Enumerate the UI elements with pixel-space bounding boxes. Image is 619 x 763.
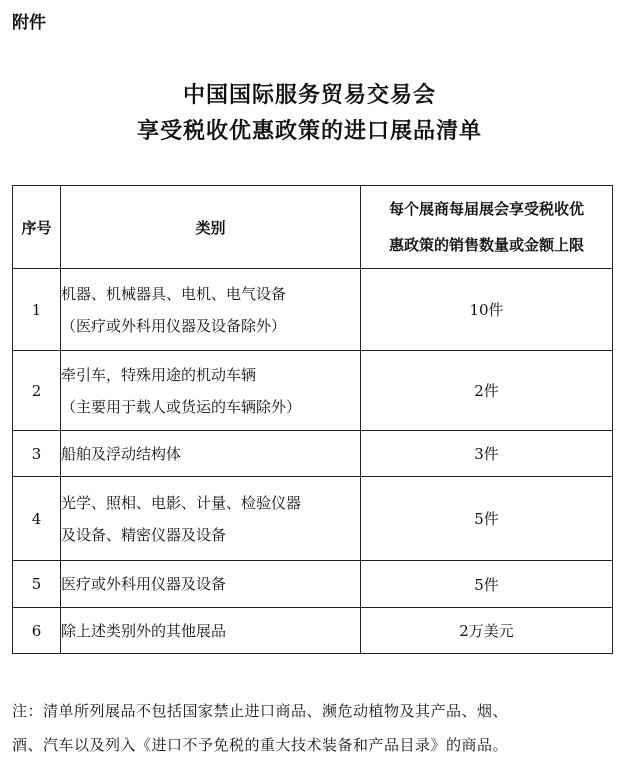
- row-category: [61, 477, 361, 561]
- row-category-line1: 牵引车，特殊用途的机动车辆: [61, 365, 257, 384]
- row-category-line2: （医疗或外科用仪器及设备除外）: [61, 316, 287, 335]
- row-category-line1: 光学、照相、电影、计量、检验仪器: [61, 493, 302, 512]
- table-row: [13, 561, 613, 608]
- header-limit: [361, 186, 613, 269]
- table-row: [13, 351, 613, 431]
- row-category: [61, 608, 361, 654]
- row-limit: 3件: [361, 431, 613, 477]
- row-category: [61, 269, 361, 351]
- row-category: [61, 561, 361, 608]
- document-title-line1: 中国国际服务贸易交易会: [182, 82, 436, 108]
- header-category: 类别: [61, 186, 361, 269]
- footnote: [12, 694, 612, 762]
- row-number: 3: [13, 431, 61, 477]
- header-limit-line1: 每个展商每届展会享受税收优: [388, 200, 584, 218]
- row-category-line2: （主要用于载人或货运的车辆除外）: [61, 397, 302, 416]
- row-category: [61, 431, 361, 477]
- row-limit: 2万美元: [361, 608, 613, 654]
- exhibit-list-table: [12, 185, 613, 654]
- footnote-line2: 酒、汽车以及列入《进口不予免税的重大技术装备和产品目录》的商品。: [12, 736, 509, 754]
- row-category-line2: 及设备、精密仪器及设备: [61, 525, 227, 544]
- row-limit: 10件: [361, 269, 613, 351]
- document-title-line2: 享受税收优惠政策的进口展品清单: [136, 118, 482, 144]
- table-header-row: [13, 186, 613, 269]
- table-row: [13, 431, 613, 477]
- footnote-line1: 注：清单所列展品不包括国家禁止进口商品、濒危动植物及其产品、烟、: [12, 702, 509, 720]
- table-row: [13, 269, 613, 351]
- header-number: 序号: [13, 186, 61, 269]
- row-category-line1: 医疗或外科用仪器及设备: [61, 575, 227, 593]
- row-category: [61, 351, 361, 431]
- table-row: [13, 477, 613, 561]
- table-row: [13, 608, 613, 654]
- row-category-line1: 除上述类别外的其他展品: [61, 621, 227, 640]
- row-number: 2: [13, 351, 61, 431]
- row-category-line1: 机器、机械器具、电机、电气设备: [61, 284, 287, 303]
- row-limit: 2件: [361, 351, 613, 431]
- row-limit: 5件: [361, 561, 613, 608]
- row-number: 5: [13, 561, 61, 608]
- row-number: 6: [13, 608, 61, 654]
- attachment-label: 附件: [12, 13, 46, 33]
- row-number: 4: [13, 477, 61, 561]
- header-limit-line2: 惠政策的销售数量或金额上限: [388, 236, 584, 254]
- row-limit: 5件: [361, 477, 613, 561]
- row-category-line1: 船舶及浮动结构体: [61, 444, 182, 463]
- row-number: 1: [13, 269, 61, 351]
